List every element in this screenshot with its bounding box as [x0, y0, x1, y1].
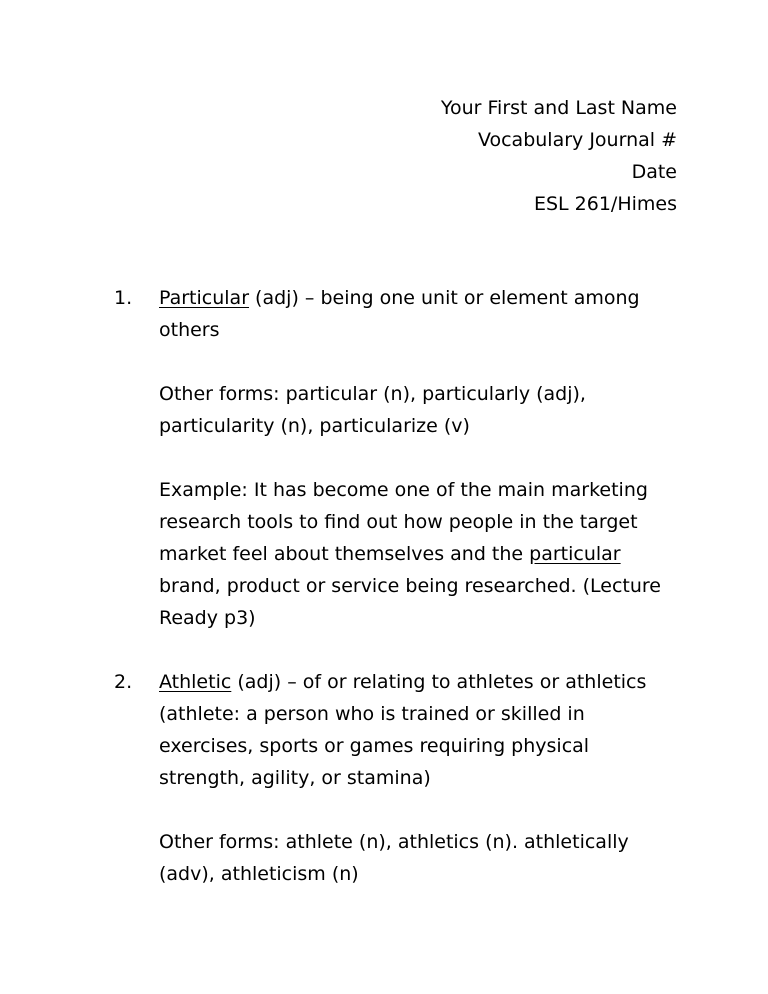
definition-text: (adj) – being one unit or element among others: [159, 287, 640, 341]
vocab-entry-2: [114, 666, 674, 890]
definition-paragraph: [159, 282, 674, 346]
vocab-entry-1: [114, 282, 674, 634]
entry-number: 1.: [114, 287, 133, 309]
header-block: [441, 92, 677, 220]
definition-paragraph: [159, 666, 674, 794]
example-paragraph: [159, 474, 674, 634]
definition-text: (adj) – of or relating to athletes or athletics (athlete: a person who is trained or skilled in exercises, sports or games requiring physical strength, agility, or stamina): [159, 671, 647, 789]
vocab-word: Athletic: [159, 671, 232, 693]
course-line: ESL 261/Himes: [533, 193, 677, 215]
student-name: Your First and Last Name: [440, 97, 677, 119]
other-forms-paragraph: Other forms: athlete (n), athletics (n). athletically (adv), athleticism (n): [159, 831, 629, 885]
journal-title: Vocabulary Journal #: [477, 129, 677, 151]
other-forms-paragraph: Other forms: particular (n), particularly (adj), particularity (n), particularize (v): [159, 383, 586, 437]
vocab-word: Particular: [159, 287, 250, 309]
example-text-before: Example: It has become one of the main marketing research tools to find out how people in the target market feel about themselves and the: [159, 479, 648, 565]
example-text-after: brand, product or service being researched. (Lecture Ready p3): [159, 575, 661, 629]
entry-number: 2.: [114, 671, 133, 693]
example-highlighted-word: particular: [529, 543, 621, 565]
date-line: Date: [631, 161, 677, 183]
